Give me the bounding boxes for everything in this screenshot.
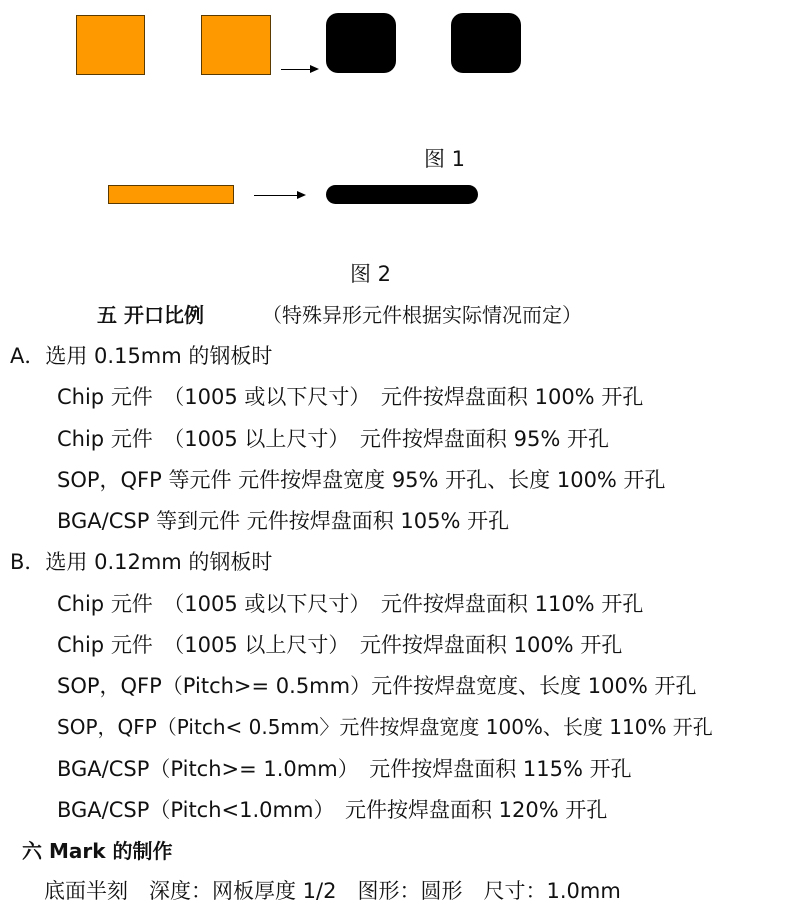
part-b-item-6: BGA/CSP（Pitch<1.0mm） 元件按焊盘面积 120% 开孔 <box>57 798 608 822</box>
pad-orange-1 <box>76 15 145 75</box>
figure1-caption: 图 1 <box>424 147 466 171</box>
pad-orange-2 <box>201 15 271 75</box>
arrow-2 <box>254 195 304 196</box>
pad-orange-strip <box>108 185 234 204</box>
arrow-1 <box>281 69 317 70</box>
part-b-label: B．选用 0.12mm 的钢板时 <box>10 550 273 574</box>
part-b-item-4: SOP，QFP（Pitch< 0.5mm〉元件按焊盘宽度 100%、长度 110% 开孔 <box>57 715 713 739</box>
part-b-item-3: SOP，QFP（Pitch>= 0.5mm）元件按焊盘宽度、长度 100% 开孔 <box>57 674 697 698</box>
part-b-item-1: Chip 元件 （1005 或以下尺寸） 元件按焊盘面积 110% 开孔 <box>57 592 644 616</box>
section5-title: 五 开口比例 <box>97 303 204 327</box>
aperture-black-strip <box>326 185 478 204</box>
section6-title: 六 Mark 的制作 <box>22 839 173 863</box>
part-a-item-1: Chip 元件 （1005 或以下尺寸） 元件按焊盘面积 100% 开孔 <box>57 385 644 409</box>
figure2-caption: 图 2 <box>350 262 392 286</box>
part-a-label: A．选用 0.15mm 的钢板时 <box>10 344 273 368</box>
part-a-item-3: SOP，QFP 等元件 元件按焊盘宽度 95% 开孔、长度 100% 开孔 <box>57 468 666 492</box>
part-a-item-4: BGA/CSP 等到元件 元件按焊盘面积 105% 开孔 <box>57 509 510 533</box>
part-b-item-5: BGA/CSP（Pitch>= 1.0mm） 元件按焊盘面积 115% 开孔 <box>57 757 632 781</box>
aperture-black-2 <box>451 13 521 73</box>
part-a-item-2: Chip 元件 （1005 以上尺寸） 元件按焊盘面积 95% 开孔 <box>57 427 609 451</box>
aperture-black-1 <box>326 13 396 73</box>
part-b-item-2: Chip 元件 （1005 以上尺寸） 元件按焊盘面积 100% 开孔 <box>57 633 623 657</box>
section6-line: 底面半刻 深度：网板厚度 1/2 图形：圆形 尺寸：1.0mm <box>44 879 621 903</box>
section5-note: （特殊异形元件根据实际情况而定） <box>262 303 582 327</box>
